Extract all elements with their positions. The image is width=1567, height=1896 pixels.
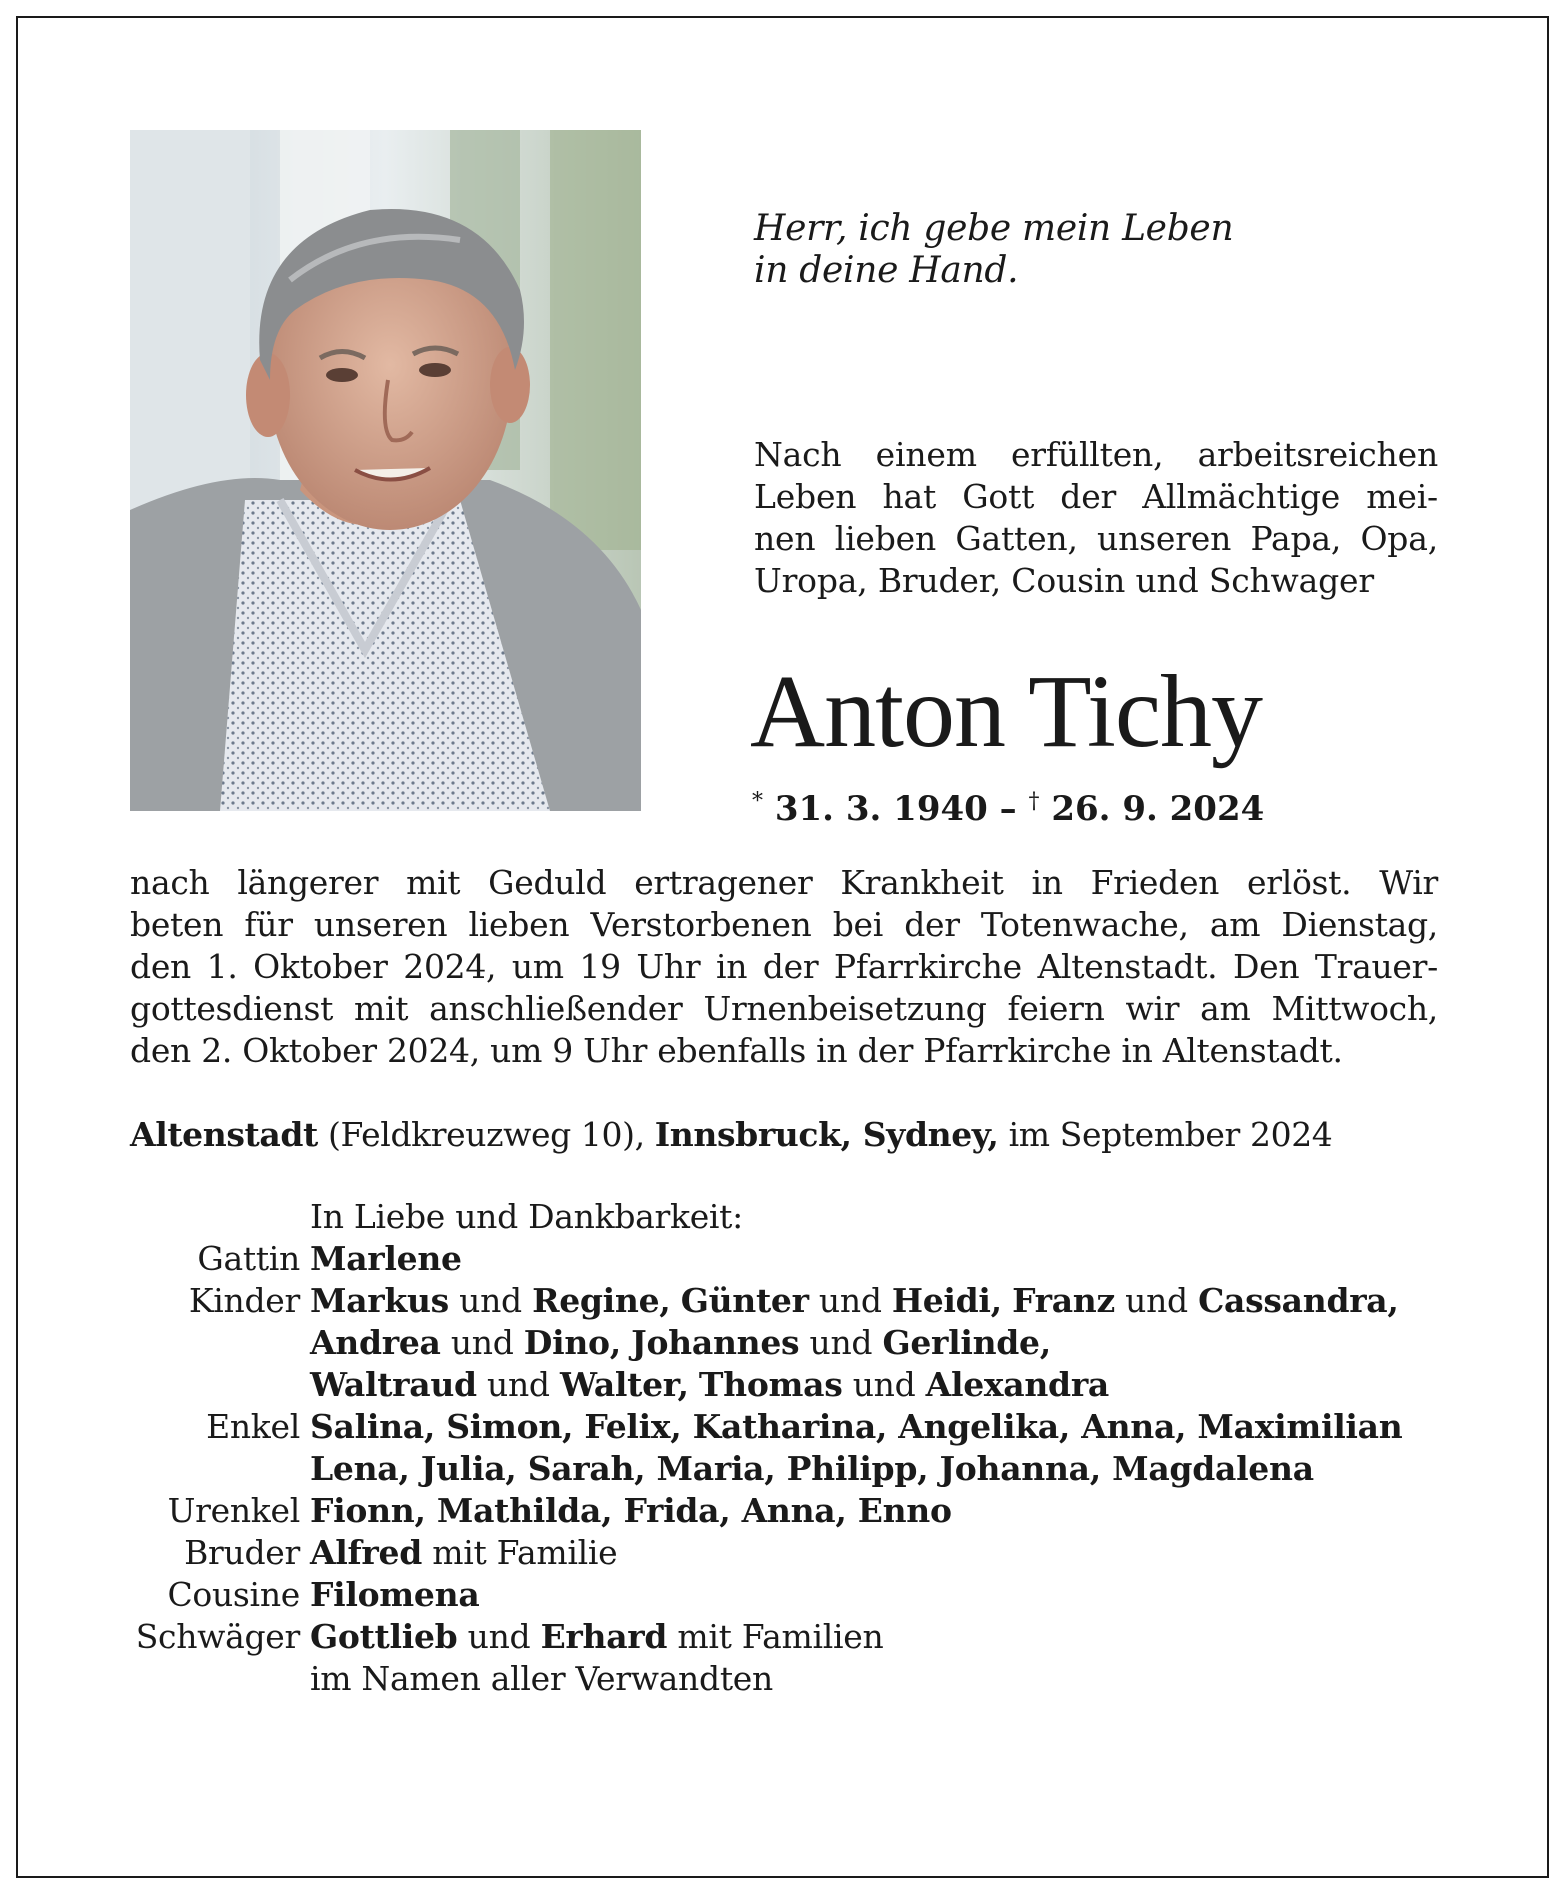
intro-line: Nach einem erfüllten, arbeitsreichen: [754, 435, 1438, 474]
child-name: Günter: [680, 1281, 809, 1320]
brother-name: Alfred: [310, 1533, 422, 1572]
date-separator: –: [999, 789, 1017, 829]
partner-name: Alexandra: [925, 1365, 1109, 1404]
inlaw-name: Erhard: [540, 1617, 668, 1656]
partner-name: Gerlinde,: [882, 1323, 1051, 1362]
brother-row: Bruder Alfred mit Familie: [130, 1532, 1450, 1574]
death-symbol: †: [1028, 789, 1040, 814]
closing-text: im Namen aller Verwandten: [310, 1659, 773, 1698]
child-name: Johannes: [631, 1323, 800, 1362]
grandchildren-row: [130, 1406, 1450, 1448]
brother-label: Bruder: [184, 1533, 300, 1572]
spouse-label: Gattin: [197, 1239, 300, 1278]
child-name: Andrea: [310, 1323, 441, 1362]
great-grandchildren-row: [130, 1490, 1450, 1532]
intro-paragraph: [754, 434, 1438, 602]
deceased-name: Anton Tichy: [750, 654, 1263, 769]
place-and-date: [130, 1114, 1332, 1156]
death-date: 26. 9. 2024: [1051, 789, 1265, 829]
cousin-name: Filomena: [310, 1575, 480, 1614]
child-name: Franz: [1012, 1281, 1115, 1320]
grandchildren-names: Lena, Julia, Sarah, Maria, Philipp, Johanna, Magdalena: [310, 1449, 1314, 1488]
body-line: den 1. Oktober 2024, um 19 Uhr in der Pfarrkirche Altenstadt. Den Trauer-: [130, 947, 1438, 986]
birth-date: 31. 3. 1940: [774, 789, 988, 829]
body-line: beten für unseren lieben Verstorbenen bei der Totenwache, am Dienstag,: [130, 905, 1438, 944]
intro-line: Uropa, Bruder, Cousin und Schwager: [754, 561, 1374, 600]
announcement-body: [130, 862, 1438, 1072]
birth-symbol: *: [752, 789, 763, 814]
children-row: Waltraud und Walter, Thomas und Alexandra: [310, 1365, 1109, 1404]
child-name: Thomas: [698, 1365, 843, 1404]
children-label: Kinder: [188, 1281, 300, 1320]
quote-line: Herr, ich gebe mein Leben: [754, 208, 1234, 249]
children-row: Kinder Markus und Regine, Günter und Heidi, Franz und Cassandra,: [130, 1280, 1450, 1322]
family-list: [130, 1196, 1450, 1700]
great-grandchildren-label: Urenkel: [167, 1491, 300, 1530]
family-intro-row: [130, 1196, 1450, 1238]
cousin-row: [130, 1574, 1450, 1616]
body-line: den 2. Oktober 2024, um 9 Uhr ebenfalls in der Pfarrkirche in Altenstadt.: [130, 1031, 1343, 1070]
portrait-photo: [130, 130, 641, 811]
body-line: nach längerer mit Geduld ertragener Krankheit in Frieden erlöst. Wir: [130, 863, 1438, 902]
intro-line: nen lieben Gatten, unseren Papa, Opa,: [754, 519, 1438, 558]
scripture-quote: [754, 208, 1314, 292]
spouse-row: [130, 1238, 1450, 1280]
grandchildren-label: Enkel: [206, 1407, 300, 1446]
inlaws-label: Schwäger: [135, 1617, 300, 1656]
intro-line: Leben hat Gott der Allmächtige mei-: [754, 477, 1438, 516]
grandchildren-row: [130, 1448, 1450, 1490]
partner-name: Walter,: [559, 1365, 689, 1404]
closing-row: [130, 1658, 1450, 1700]
family-intro: In Liebe und Dankbarkeit:: [310, 1197, 743, 1236]
child-name: Markus: [310, 1281, 449, 1320]
inlaws-row: Schwäger Gottlieb und Erhard mit Familien: [130, 1616, 1450, 1658]
grandchildren-names: Salina, Simon, Felix, Katharina, Angelika, Anna, Maximilian: [310, 1407, 1403, 1446]
life-dates: [752, 780, 1264, 831]
child-name: Waltraud: [310, 1365, 477, 1404]
inlaw-name: Gottlieb: [310, 1617, 458, 1656]
quote-line: in deine Hand.: [754, 250, 1019, 291]
place-address: (Feldkreuzweg 10),: [317, 1115, 655, 1154]
spouse-name: Marlene: [310, 1239, 462, 1278]
children-row: Andrea und Dino, Johannes und Gerlinde,: [310, 1323, 1051, 1362]
partner-name: Cassandra,: [1198, 1281, 1399, 1320]
cousin-label: Cousine: [167, 1575, 300, 1614]
place-town: Altenstadt: [130, 1115, 318, 1154]
partner-name: Heidi,: [891, 1281, 1002, 1320]
place-date: im September 2024: [998, 1115, 1333, 1154]
partner-name: Regine,: [532, 1281, 671, 1320]
great-grandchildren-names: Fionn, Mathilda, Frida, Anna, Enno: [310, 1491, 952, 1530]
partner-name: Dino,: [523, 1323, 621, 1362]
body-line: gottesdienst mit anschließender Urnenbeisetzung feiern wir am Mittwoch,: [130, 989, 1438, 1028]
place-cities: Innsbruck, Sydney,: [654, 1115, 999, 1154]
